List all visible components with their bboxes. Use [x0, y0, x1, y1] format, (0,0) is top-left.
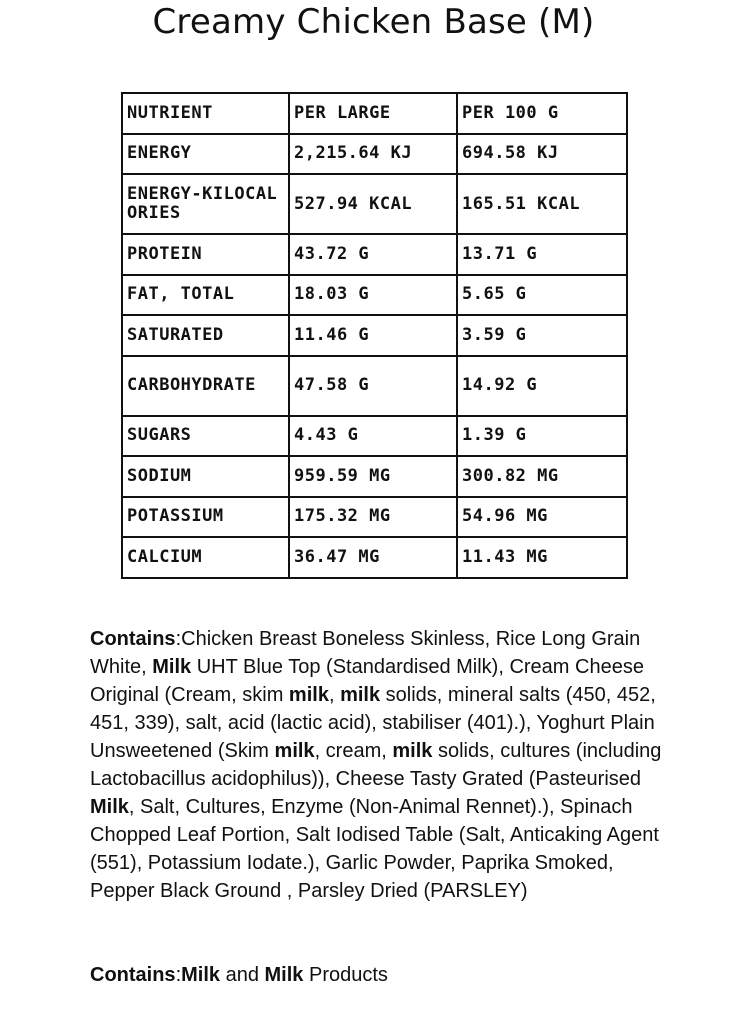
allergen-connector: and — [220, 964, 265, 986]
nutrient-name-cell: PROTEIN — [122, 234, 289, 275]
table-row — [122, 275, 627, 316]
allergen-milk: Milk — [181, 964, 221, 986]
per-large-value-cell: 2,215.64 KJ — [289, 134, 457, 175]
allergen-highlight: milk — [340, 684, 381, 706]
table-row — [122, 356, 627, 416]
per-large-value-cell: 11.46 G — [289, 315, 457, 356]
per-100g-value-cell: 694.58 KJ — [457, 134, 627, 175]
allergen-highlight: milk — [392, 740, 433, 762]
nutrition-table — [121, 92, 628, 579]
per-100g-value-cell: 5.65 G — [457, 275, 627, 316]
per-100g-value-cell: 165.51 KCAL — [457, 174, 627, 234]
per-large-value-cell: 4.43 G — [289, 416, 457, 457]
ingredient-text-segment: , cream, — [314, 740, 393, 762]
ingredients-label: Contains — [90, 628, 176, 650]
ingredients-paragraph: Contains:Chicken Breast Boneless Skinless, Rice Long Grain White, Milk UHT Blue Top (Standardised Milk), Cream Cheese Original (Cream, skim milk, milk solids, mineral salts (450, 452, 451, 339), salt, acid (lactic acid), stabiliser (401).), Yoghurt Plain Unsweetened (Skim milk, cream, milk solids, cultures (including Lactobacillus acidophilus)), Cheese Tasty Grated (Pasteurised Milk, Salt, Cultures, Enzyme (Non-Animal Rennet).), Spinach Chopped Leaf Portion, Salt Iodised Table (Salt, Anticaking Agent (551), Potassium Iodate.), Garlic Powder, Paprika Smoked, Pepper Black Ground , Parsley Dried (PARSLEY) — [90, 628, 662, 902]
ingredient-text-segment: Chicken Breast Boneless Skinless, Rice Long Grain White, — [90, 628, 641, 678]
ingredient-text-segment: solids, cultures (including Lactobacillus acidophilus)), Cheese Tasty Grated (Pasteurised — [90, 740, 662, 790]
allergen-milk-products: Milk — [264, 964, 304, 986]
per-large-value-cell: 18.03 G — [289, 275, 457, 316]
per-100g-value-cell: 11.43 MG — [457, 537, 627, 578]
column-header-per-large: PER LARGE — [289, 93, 457, 134]
per-100g-value-cell: 54.96 MG — [457, 497, 627, 538]
per-large-value-cell: 175.32 MG — [289, 497, 457, 538]
nutrient-name-cell: SUGARS — [122, 416, 289, 457]
per-large-value-cell: 527.94 KCAL — [289, 174, 457, 234]
per-large-value-cell: 43.72 G — [289, 234, 457, 275]
table-header-row — [122, 93, 627, 134]
nutrient-name-cell: SATURATED — [122, 315, 289, 356]
nutrient-name-cell: CALCIUM — [122, 537, 289, 578]
table-row — [122, 234, 627, 275]
table-row — [122, 456, 627, 497]
allergen-label: Contains — [90, 964, 176, 986]
per-100g-value-cell: 13.71 G — [457, 234, 627, 275]
column-header-per-100g: PER 100 G — [457, 93, 627, 134]
ingredient-text-segment: UHT Blue Top (Standardised Milk), Cream Cheese Original (Cream, skim — [90, 656, 644, 706]
allergen-suffix: Products — [303, 964, 388, 986]
nutrient-name-cell: ENERGY-KILOCALORIES — [122, 174, 289, 234]
per-100g-value-cell: 1.39 G — [457, 416, 627, 457]
table-row — [122, 416, 627, 457]
per-large-value-cell: 36.47 MG — [289, 537, 457, 578]
table-row — [122, 134, 627, 175]
allergen-highlight: milk — [274, 740, 315, 762]
page-title: Creamy Chicken Base (M) — [152, 2, 595, 42]
allergen-highlight: Milk — [152, 656, 192, 678]
ingredient-text-segment: , — [328, 684, 341, 706]
table-row — [122, 174, 627, 234]
nutrient-name-cell: SODIUM — [122, 456, 289, 497]
per-large-value-cell: 959.59 MG — [289, 456, 457, 497]
table-row — [122, 537, 627, 578]
table-row — [122, 315, 627, 356]
per-large-value-cell: 47.58 G — [289, 356, 457, 416]
allergen-highlight: Milk — [90, 796, 129, 818]
allergen-highlight: milk — [288, 684, 329, 706]
nutrient-name-cell: ENERGY — [122, 134, 289, 175]
per-100g-value-cell: 14.92 G — [457, 356, 627, 416]
nutrient-name-cell: CARBOHYDRATE — [122, 356, 289, 416]
column-header-nutrient: NUTRIENT — [122, 93, 289, 134]
nutrient-name-cell: POTASSIUM — [122, 497, 289, 538]
ingredients-text — [90, 628, 661, 902]
nutrient-name-cell: FAT, TOTAL — [122, 275, 289, 316]
ingredient-text-segment: , Salt, Cultures, Enzyme (Non-Animal Rennet).), Spinach Chopped Leaf Portion, Salt Iodised Table (Salt, Anticaking Agent (551), Potassium Iodate.), Garlic Powder, Paprika Smoked, Pepper Black Ground , Parsley Dried (PARSLEY) — [90, 796, 659, 902]
per-100g-value-cell: 3.59 G — [457, 315, 627, 356]
ingredient-text-segment: solids, mineral salts (450, 452, 451, 339), salt, acid (lactic acid), stabiliser (401).), Yoghurt Plain Unsweetened (Skim — [90, 684, 656, 762]
per-100g-value-cell: 300.82 MG — [457, 456, 627, 497]
allergen-statement: Contains:Milk and Milk Products — [90, 964, 388, 986]
table-row — [122, 497, 627, 538]
